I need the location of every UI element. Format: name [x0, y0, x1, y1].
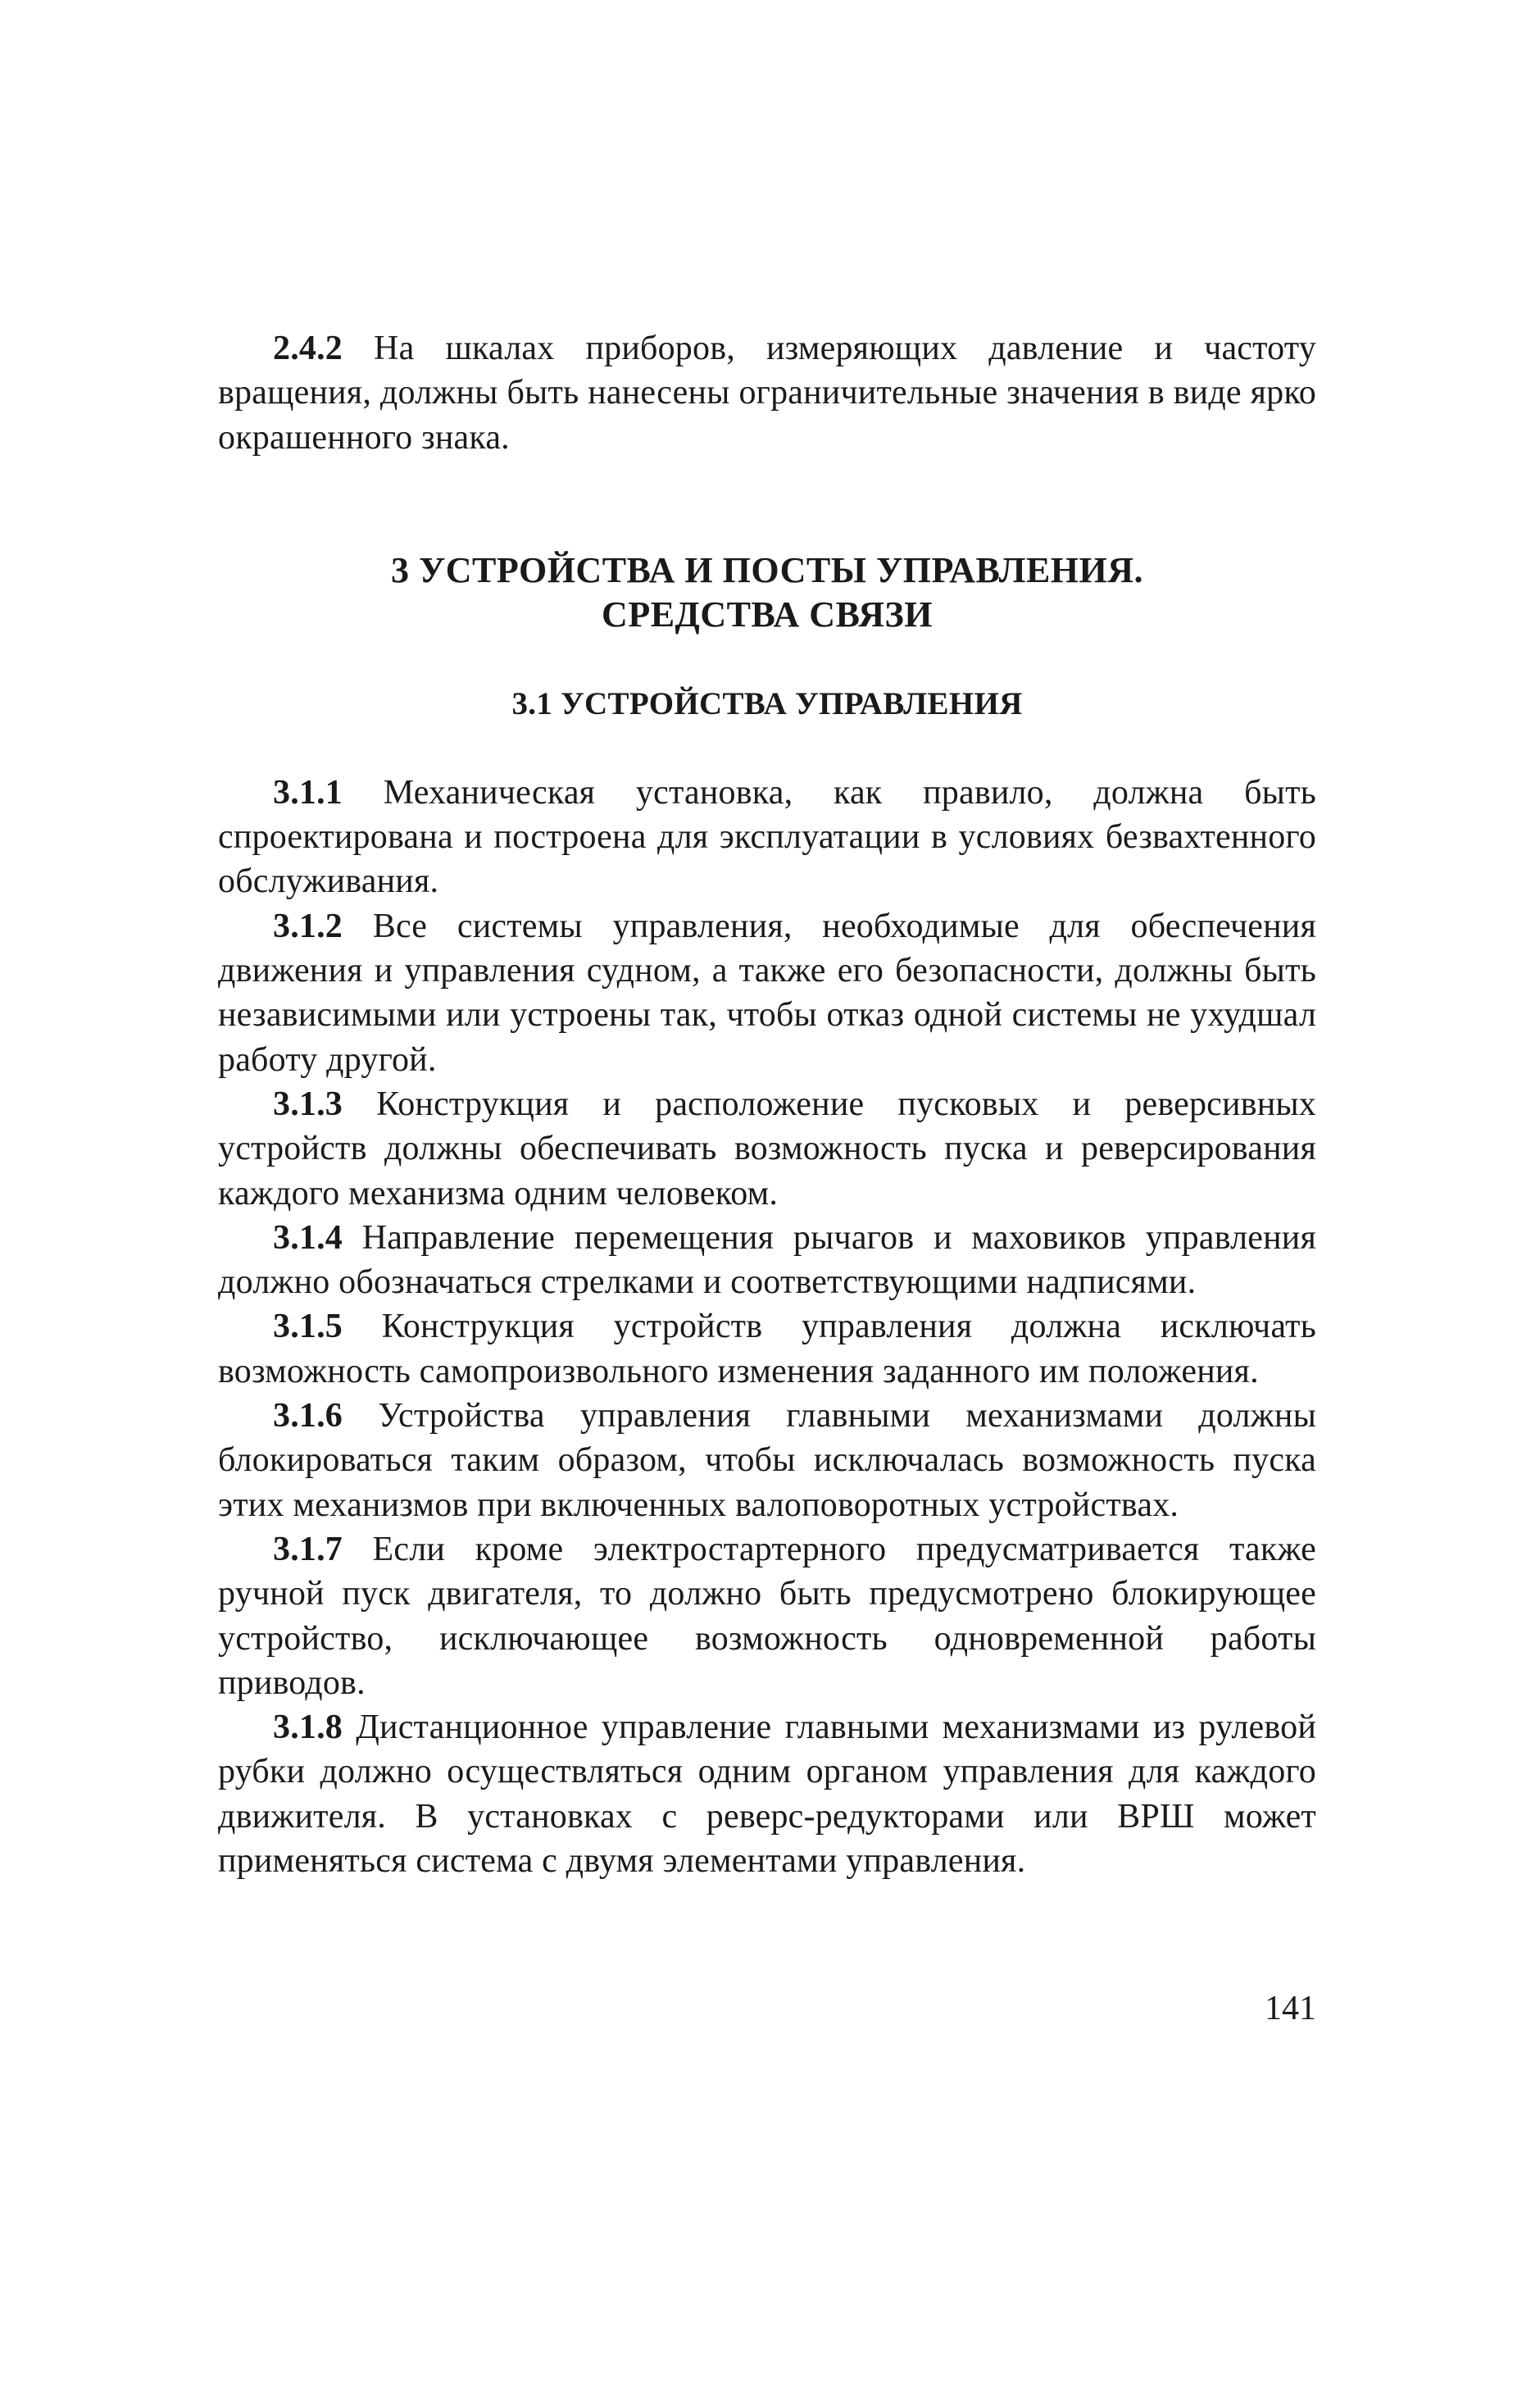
section-title: 3.1 УСТРОЙСТВА УПРАВЛЕНИЯ — [511, 685, 1023, 721]
clause-text: Направление перемещения рычагов и маховиков управления должно обозначаться стрелками и соответствующими надписями. — [218, 1218, 1316, 1302]
clause-text: Устройства управления главными механизмами должны блокироваться таким образом, чтобы исключалась возможность пуска этих механизмов при включенных валоповоротных устройствах. — [218, 1397, 1316, 1524]
chapter-title-line-2: СРЕДСТВА СВЯЗИ — [602, 594, 933, 635]
paragraph-3-1-2 — [218, 904, 1316, 1082]
clause-text: Дистанционное управление главными механизмами из рулевой рубки должно осуществляться одним органом управления для каждого движителя. В установках с реверс-редукторами или ВРШ может применяться система с двумя элементами управления. — [218, 1708, 1316, 1881]
clause-number: 3.1.5 — [273, 1308, 343, 1346]
clause-text: Механическая установка, как правило, должна быть спроектирована и построена для эксплуатации в условиях безвахтенного обслуживания. — [218, 773, 1316, 901]
chapter-title-line-1: 3 УСТРОЙСТВА И ПОСТЫ УПРАВЛЕНИЯ. — [390, 549, 1144, 590]
page-body — [218, 326, 1316, 1883]
paragraph-3-1-6 — [218, 1394, 1316, 1527]
paragraph-3-1-7 — [218, 1527, 1316, 1705]
clause-text: Конструкция и расположение пусковых и реверсивных устройств должны обеспечивать возможность пуска и реверсирования каждого механизма одним человеком. — [218, 1085, 1316, 1212]
paragraph-2-4-2 — [218, 326, 1316, 460]
paragraph-3-1-4 — [218, 1216, 1316, 1305]
paragraph-3-1-3 — [218, 1082, 1316, 1216]
paragraph-3-1-5 — [218, 1304, 1316, 1394]
clause-number: 3.1.2 — [273, 907, 343, 945]
clause-number: 3.1.3 — [273, 1085, 343, 1123]
clause-text: Если кроме электростартерного предусматривается также ручной пуск двигателя, то должно быть предусмотрено блокирующее устройство, исключающее возможность одновременной работы приводов. — [218, 1530, 1316, 1702]
clause-number: 3.1.7 — [273, 1530, 343, 1568]
clause-number: 3.1.8 — [273, 1708, 343, 1747]
chapter-title — [218, 548, 1316, 637]
page-number: 141 — [1265, 1990, 1316, 2027]
clause-number: 3.1.4 — [273, 1218, 343, 1257]
paragraph-3-1-1 — [218, 771, 1316, 904]
clause-text: На шкалах приборов, измеряющих давление и частоту вращения, должны быть нанесены ограничительные значения в виде ярко окрашенного знака. — [218, 330, 1316, 457]
clause-number: 2.4.2 — [273, 330, 343, 367]
clause-text: Все системы управления, необходимые для обеспечения движения и управления судном, а также его безопасности, должны быть независимыми или устроены так, чтобы отказ одной системы не ухудшал работу другой. — [218, 907, 1316, 1079]
clause-text: Конструкция устройств управления должна исключать возможность самопроизвольного изменения заданного им положения. — [218, 1308, 1316, 1390]
clause-number: 3.1.1 — [273, 773, 343, 812]
clause-number: 3.1.6 — [273, 1397, 343, 1435]
paragraph-3-1-8 — [218, 1705, 1316, 1883]
